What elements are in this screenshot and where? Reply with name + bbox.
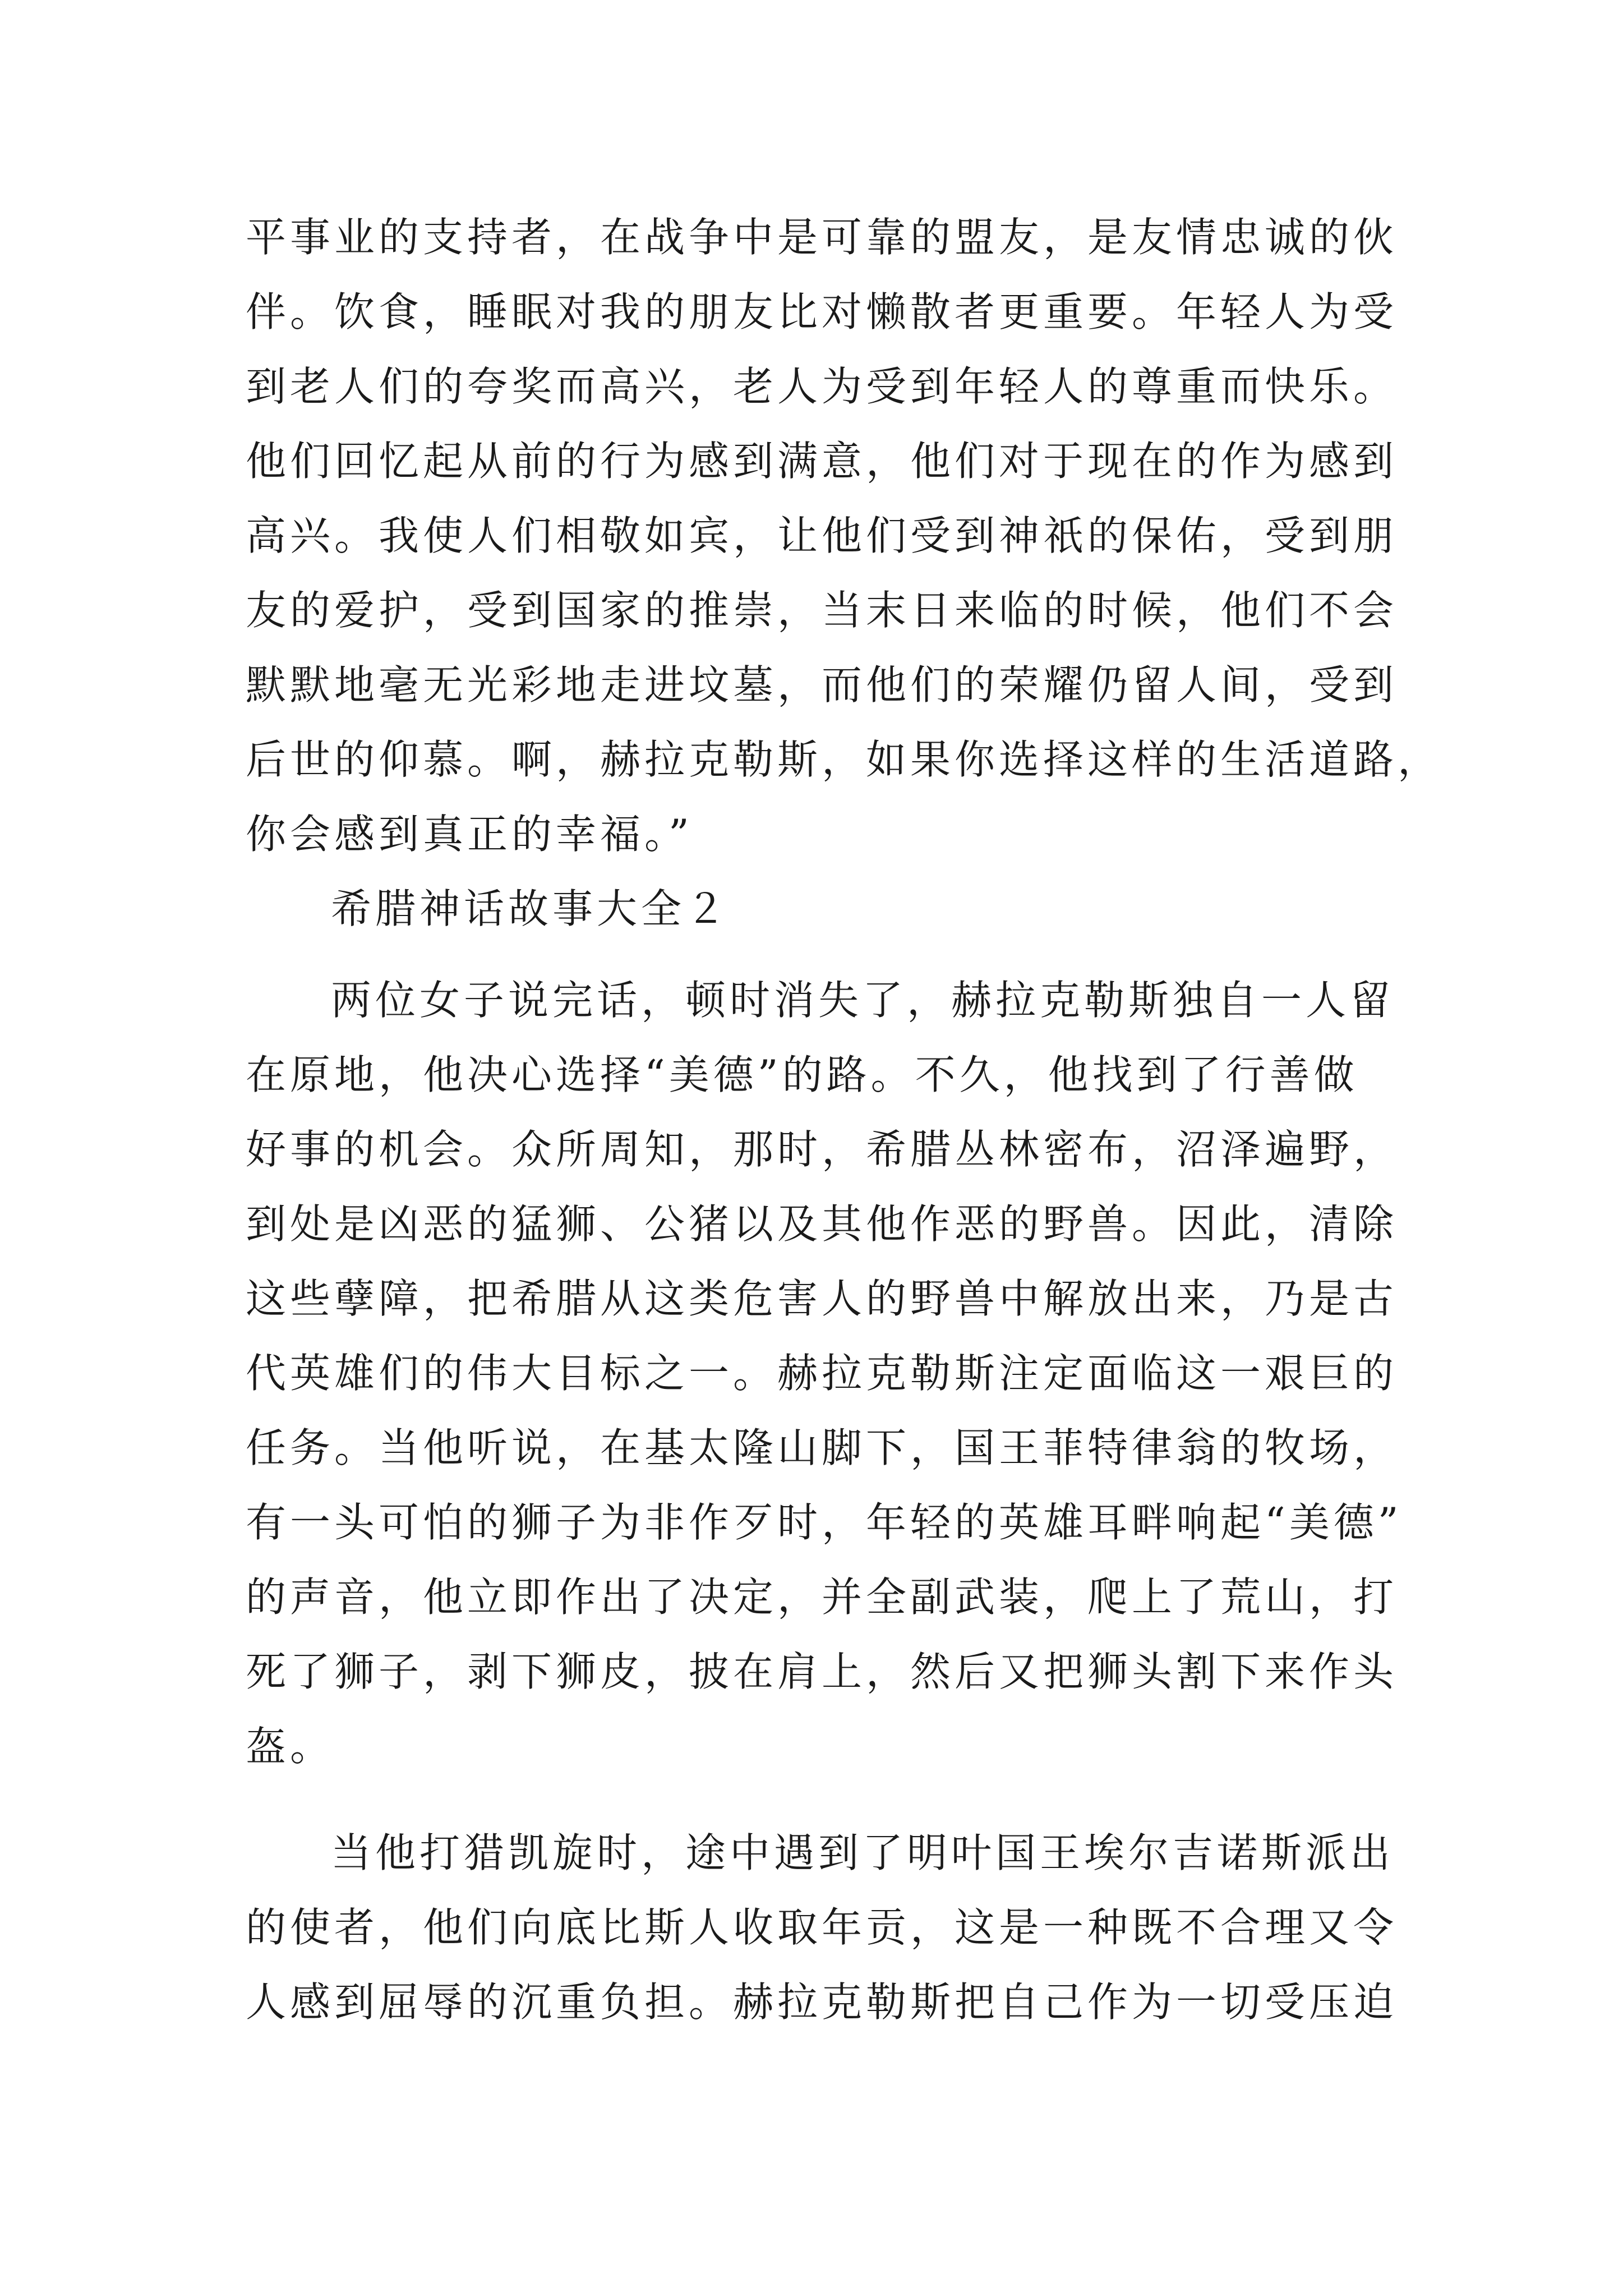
text-line: 友的爱护，受到国家的推崇，当末日来临的时候，他们不会 [246, 587, 1398, 634]
text-line: 平事业的支持者，在战争中是可靠的盟友，是友情忠诚的伙 [246, 214, 1398, 261]
text-line: 人感到屈辱的沉重负担。赫拉克勒斯把自己作为一切受压迫 [246, 1978, 1398, 2026]
text-line: 两位女子说完话，顿时消失了，赫拉克勒斯独自一人留 [331, 977, 1395, 1024]
text-line: 盔。 [246, 1723, 335, 1770]
text-line: 在原地，他决心选择“美德”的路。不久，他找到了行善做 [246, 1051, 1358, 1098]
text-line: 好事的机会。众所周知，那时，希腊丛林密布，沼泽遍野， [246, 1126, 1398, 1173]
text-line: 到处是凶恶的猛狮、公猪以及其他作恶的野兽。因此，清除 [246, 1200, 1398, 1248]
text-line: 默默地毫无光彩地走进坟墓，而他们的荣耀仍留人间，受到 [246, 661, 1398, 708]
text-line: 死了狮子，剥下狮皮，披在肩上，然后又把狮头割下来作头 [246, 1648, 1398, 1695]
text-line: 后世的仰慕。啊，赫拉克勒斯，如果你选择这样的生活道路， [246, 736, 1442, 783]
text-line: 他们回忆起从前的行为感到满意，他们对于现在的作为感到 [246, 438, 1398, 485]
text-line: 高兴。我使人们相敬如宾，让他们受到神祇的保佑，受到朋 [246, 512, 1398, 559]
text-line: 这些孽障，把希腊从这类危害人的野兽中解放出来，乃是古 [246, 1275, 1398, 1322]
text-line: 有一头可怕的狮子为非作歹时，年轻的英雄耳畔响起“美德” [246, 1499, 1403, 1546]
text-line: 代英雄们的伟大目标之一。赫拉克勒斯注定面临这一艰巨的 [246, 1350, 1398, 1397]
section-title-text: 希腊神话故事大全２ [331, 885, 730, 932]
text-line: 当他打猎凯旋时，途中遇到了明叶国王埃尔吉诺斯派出 [331, 1829, 1395, 1876]
text-line: 的声音，他立即作出了决定，并全副武装，爬上了荒山，打 [246, 1573, 1398, 1621]
text-line: 任务。当他听说，在基太隆山脚下，国王菲特律翁的牧场， [246, 1424, 1398, 1471]
text-line: 你会感到真正的幸福。” [246, 811, 693, 858]
text-line: 的使者，他们向底比斯人收取年贡，这是一种既不合理又令 [246, 1904, 1398, 1951]
text-line: 到老人们的夸奖而高兴，老人为受到年轻人的尊重而快乐。 [246, 363, 1398, 410]
text-line: 伴。饮食，睡眠对我的朋友比对懒散者更重要。年轻人为受 [246, 288, 1398, 335]
